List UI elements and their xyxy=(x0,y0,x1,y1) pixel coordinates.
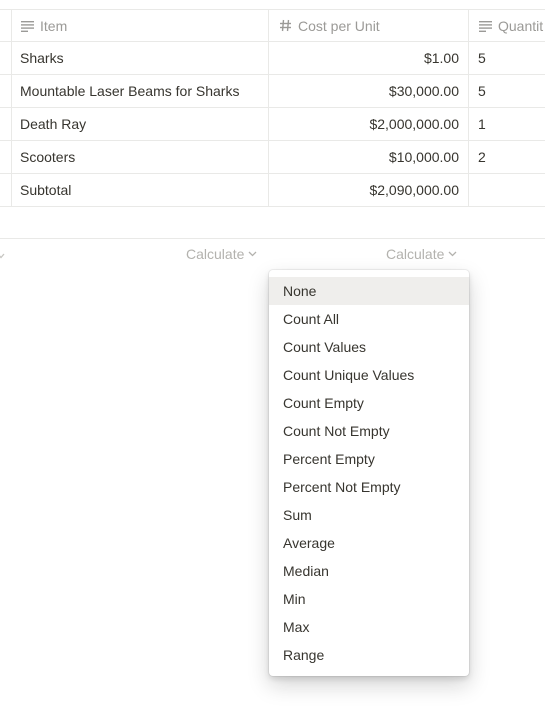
row-handle xyxy=(0,108,12,140)
row-handle xyxy=(0,75,12,107)
table-row[interactable] xyxy=(0,174,545,207)
menu-item-count-values[interactable]: Count Values xyxy=(283,339,367,355)
cell-cost[interactable]: $2,000,000.00 xyxy=(269,108,469,140)
column-header-quantity-label: Quantit xyxy=(498,17,544,34)
cell-quantity[interactable]: 1 xyxy=(478,116,486,132)
cell-item[interactable]: Subtotal xyxy=(12,174,269,206)
menu-item-count-unique-values[interactable]: Count Unique Values xyxy=(283,367,415,383)
calculation-row-divider xyxy=(0,238,545,239)
cell-quantity[interactable] xyxy=(469,174,545,206)
menu-item-count-not-empty[interactable]: Count Not Empty xyxy=(283,423,390,439)
column-header-item[interactable] xyxy=(12,10,269,41)
row-handle-column xyxy=(0,10,12,41)
cell-cost[interactable]: $30,000.00 xyxy=(269,75,469,107)
table-row[interactable] xyxy=(0,75,545,108)
chevron-down-icon xyxy=(448,251,457,257)
calculate-dropdown-menu xyxy=(269,270,469,676)
row-handle xyxy=(0,174,12,206)
menu-item-sum[interactable]: Sum xyxy=(283,507,312,523)
row-handle xyxy=(0,141,12,173)
cell-item[interactable]: Death Ray xyxy=(12,108,269,140)
text-lines-icon xyxy=(478,19,492,33)
menu-item-median[interactable]: Median xyxy=(283,563,329,579)
column-header-item-label: Item xyxy=(40,17,68,34)
column-header-cost[interactable] xyxy=(269,10,469,41)
cell-item[interactable]: Sharks xyxy=(12,42,269,74)
menu-item-min[interactable]: Min xyxy=(283,591,306,607)
cell-quantity[interactable]: 2 xyxy=(478,149,486,165)
cell-cost[interactable]: $2,090,000.00 xyxy=(269,174,469,206)
cell-quantity[interactable]: 5 xyxy=(478,83,486,99)
table-row[interactable] xyxy=(0,141,545,174)
menu-item-average[interactable]: Average xyxy=(283,535,335,551)
menu-item-count-all[interactable]: Count All xyxy=(283,311,340,327)
chevron-down-icon xyxy=(248,251,257,257)
calculate-cost-label: Calculate xyxy=(386,246,445,262)
menu-item-percent-empty[interactable]: Percent Empty xyxy=(283,451,375,467)
cell-cost[interactable]: $10,000.00 xyxy=(269,141,469,173)
column-header-quantity[interactable] xyxy=(469,10,545,41)
calculate-item-label: Calculate xyxy=(186,246,245,262)
row-handle xyxy=(0,42,12,74)
cell-item[interactable]: Scooters xyxy=(12,141,269,173)
table-row[interactable] xyxy=(0,108,545,141)
menu-item-percent-not-empty[interactable]: Percent Not Empty xyxy=(283,479,401,495)
menu-item-max[interactable]: Max xyxy=(283,619,310,635)
cell-quantity[interactable]: 5 xyxy=(478,50,486,66)
table-header-row xyxy=(0,9,545,42)
calculate-item-button[interactable] xyxy=(186,246,257,262)
menu-item-count-empty[interactable]: Count Empty xyxy=(283,395,364,411)
calculate-cost-button[interactable] xyxy=(386,246,457,262)
table-row[interactable] xyxy=(0,42,545,75)
menu-item-none[interactable]: None xyxy=(269,277,469,305)
menu-item-range[interactable]: Range xyxy=(283,647,325,663)
cell-item[interactable]: Mountable Laser Beams for Sharks xyxy=(12,75,269,107)
chevron-down-icon xyxy=(0,248,5,262)
cell-cost[interactable]: $1.00 xyxy=(269,42,469,74)
text-lines-icon xyxy=(20,19,34,33)
column-header-cost-label: Cost per Unit xyxy=(298,17,380,34)
hash-icon xyxy=(278,19,292,33)
